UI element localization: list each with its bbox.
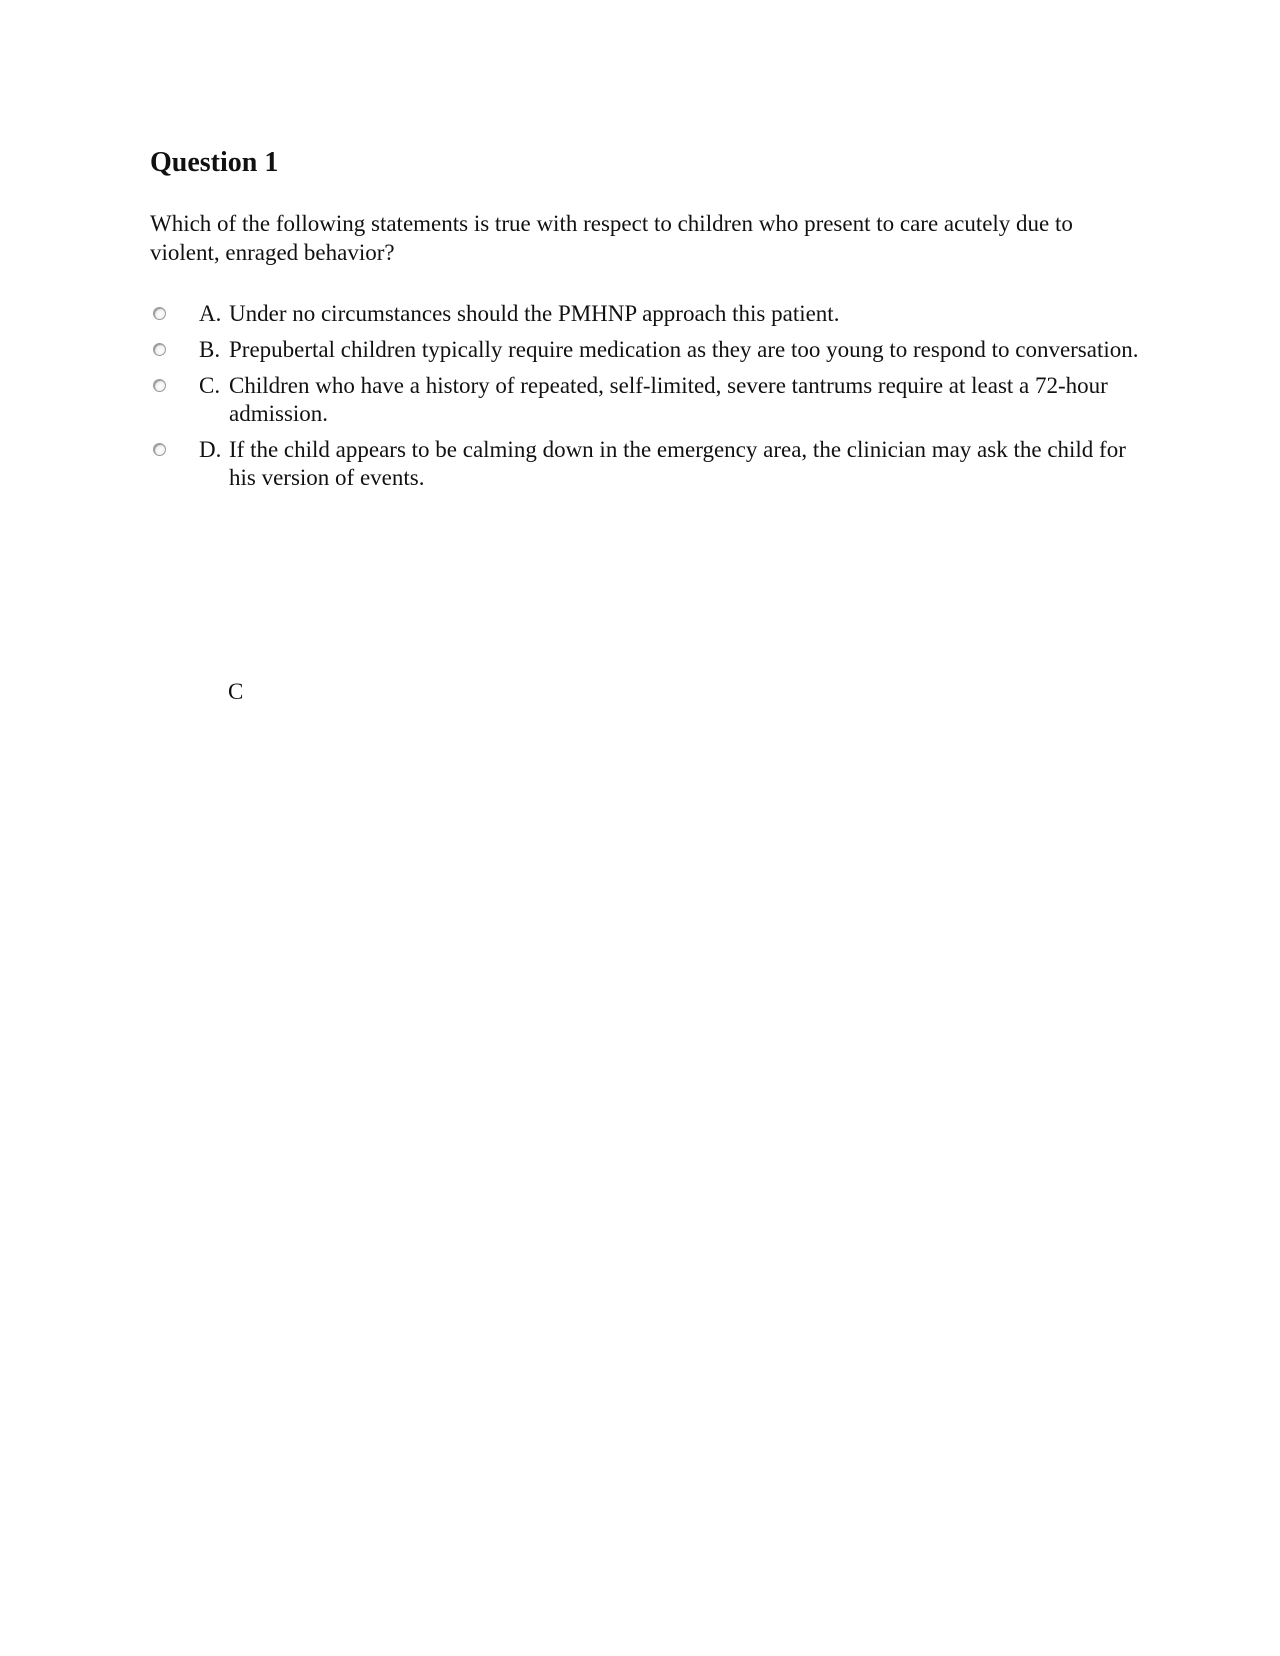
option-text: Under no circumstances should the PMHNP approach this patient. — [229, 301, 840, 326]
option-b[interactable] — [150, 336, 1140, 364]
option-letter: C. — [199, 373, 221, 398]
question-title: Question 1 — [150, 147, 279, 178]
option-label — [199, 336, 1140, 364]
option-label — [199, 436, 1140, 492]
answer-text: C — [228, 679, 244, 704]
radio-icon[interactable] — [153, 443, 166, 456]
answer-options — [150, 300, 1140, 492]
option-d[interactable] — [150, 436, 1140, 492]
option-letter: B. — [199, 337, 221, 362]
radio-icon[interactable] — [153, 343, 166, 356]
option-label — [199, 300, 1140, 328]
radio-icon[interactable] — [153, 379, 166, 392]
option-letter: A. — [199, 301, 222, 326]
question-text: Which of the following statements is true with respect to children who present to care acutely due to violent, enraged behavior? — [150, 211, 1073, 265]
option-text: If the child appears to be calming down in the emergency area, the clinician may ask the child for his version of events. — [229, 437, 1126, 490]
radio-icon[interactable] — [153, 307, 166, 320]
option-c[interactable] — [150, 372, 1140, 428]
option-label — [199, 372, 1140, 428]
option-letter: D. — [199, 437, 222, 462]
option-text: Children who have a history of repeated, self-limited, severe tantrums require at least a 72-hour admission. — [229, 373, 1108, 426]
option-text: Prepubertal children typically require medication as they are too young to respond to conversation. — [229, 337, 1139, 362]
option-a[interactable] — [150, 300, 1140, 328]
